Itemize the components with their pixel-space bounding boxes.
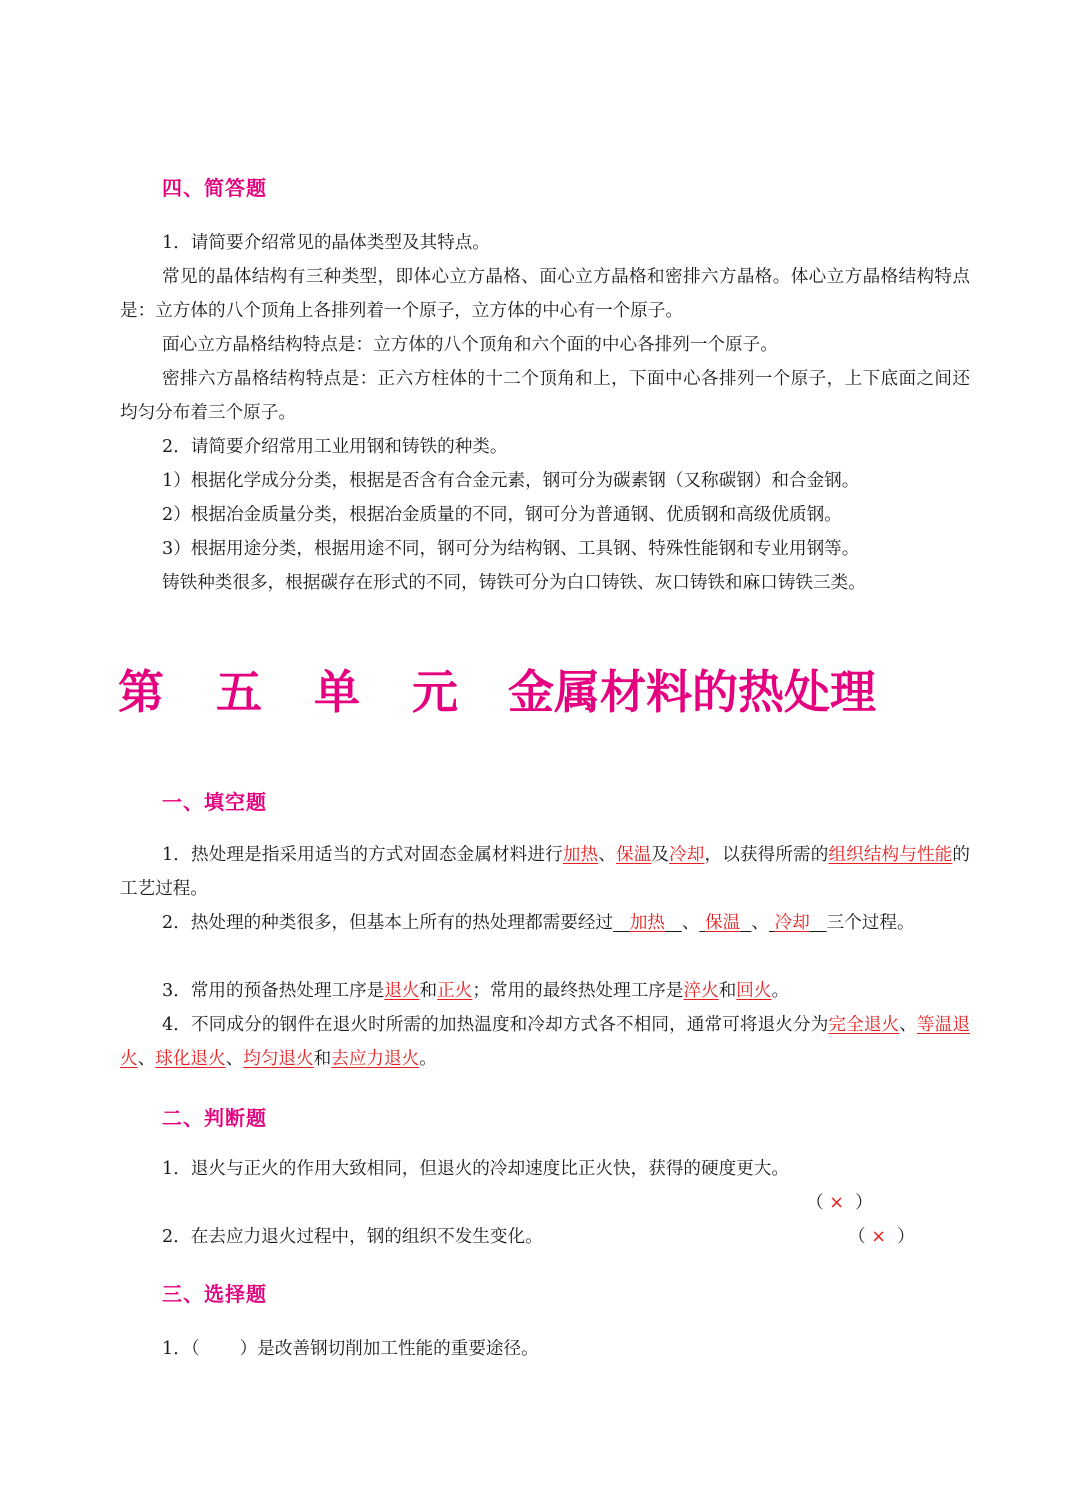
unit-name: 金属材料的热处理 — [508, 665, 877, 719]
unit-title — [118, 662, 876, 722]
fill-question-2: 2．热处理的种类很多，但基本上所有的热处理都需要经过 加热 、 保温 、 冷却 三个过程。 — [162, 913, 915, 933]
answer-1-paragraph-1: 常见的晶体结构有三种类型，即体心立方晶格、面心立方晶格和密排六方晶格。体心立方晶格结构特点是：立方体的八个顶角上各排列着一个原子，立方体的中心有一个原子。 — [120, 267, 970, 321]
section-heading-short-answer: 四、简答题 — [162, 176, 267, 200]
choice-question-1: 1．（ ）是改善钢切削加工性能的重要途径。 — [162, 1339, 539, 1359]
fill-answer: 去应力退火 — [331, 1049, 420, 1069]
answer-2-line-3: 3）根据用途分类，根据用途不同，钢可分为结构钢、工具钢、特殊性能钢和专业用钢等。 — [162, 539, 860, 559]
fill-answer: 冷却 — [774, 913, 810, 933]
cross-mark-icon: × — [829, 1193, 844, 1213]
fill-answer: 回火 — [736, 981, 772, 1001]
section-heading-true-false: 二、判断题 — [162, 1106, 267, 1130]
fill-answer: 正火 — [437, 981, 473, 1001]
fill-answer: 均匀退火 — [243, 1049, 314, 1069]
answer-2-line-4: 铸铁种类很多，根据碳存在形式的不同，铸铁可分为白口铸铁、灰口铸铁和麻口铸铁三类。 — [162, 573, 866, 593]
answer-2-line-1: 1）根据化学成分分类，根据是否含有合金元素，钢可分为碳素钢（又称碳钢）和合金钢。 — [162, 471, 860, 491]
judge-answer-2: （ × ） — [848, 1227, 915, 1247]
fill-answer: 保温 — [615, 845, 652, 865]
fill-answer: 完全退火 — [828, 1015, 900, 1035]
fill-answer: 等温退火 — [120, 1015, 970, 1069]
question-1: 1．请简要介绍常见的晶体类型及其特点。 — [162, 233, 490, 253]
fill-answer: 球化退火 — [155, 1049, 226, 1069]
section-heading-fill-blank: 一、填空题 — [162, 790, 267, 814]
fill-question-1: 1．热处理是指采用适当的方式对固态金属材料进行加热、保温及冷却，以获得所需的组织结构与性能的工艺过程。 — [120, 845, 970, 899]
answer-1-paragraph-2: 面心立方晶格结构特点是：立方体的八个顶角和六个面的中心各排列一个原子。 — [162, 335, 778, 355]
fill-question-3: 3．常用的预备热处理工序是退火和正火；常用的最终热处理工序是淬火和回火。 — [162, 981, 790, 1001]
question-2: 2．请简要介绍常用工业用钢和铸铁的种类。 — [162, 437, 508, 457]
fill-answer: 组织结构与性能 — [828, 845, 953, 865]
unit-number: 第 五 单 元 — [118, 665, 477, 719]
fill-answer: 保温 — [705, 913, 741, 933]
cross-mark-icon: × — [871, 1227, 886, 1247]
judge-question-2: 2．在去应力退火过程中，钢的组织不发生变化。 — [162, 1227, 543, 1247]
fill-answer: 冷却 — [669, 845, 705, 865]
fill-answer: 淬火 — [683, 981, 719, 1001]
judge-question-1: 1．退火与正火的作用大致相同，但退火的冷却速度比正火快，获得的硬度更大。 — [162, 1159, 789, 1179]
judge-answer-1: （ × ） — [806, 1193, 873, 1213]
fill-question-4: 4．不同成分的钢件在退火时所需的加热温度和冷却方式各不相同，通常可将退火分为完全退火、等温退火、球化退火、均匀退火和去应力退火。 — [120, 1015, 970, 1069]
answer-1-paragraph-3: 密排六方晶格结构特点是：正六方柱体的十二个顶角和上，下面中心各排列一个原子，上下底面之间还均匀分布着三个原子。 — [120, 369, 970, 423]
fill-answer: 加热 — [562, 845, 599, 865]
section-heading-choice: 三、选择题 — [162, 1282, 267, 1306]
fill-answer: 加热 — [629, 913, 666, 933]
fill-answer: 退火 — [384, 981, 420, 1001]
answer-2-line-2: 2）根据冶金质量分类，根据冶金质量的不同，钢可分为普通钢、优质钢和高级优质钢。 — [162, 505, 842, 525]
